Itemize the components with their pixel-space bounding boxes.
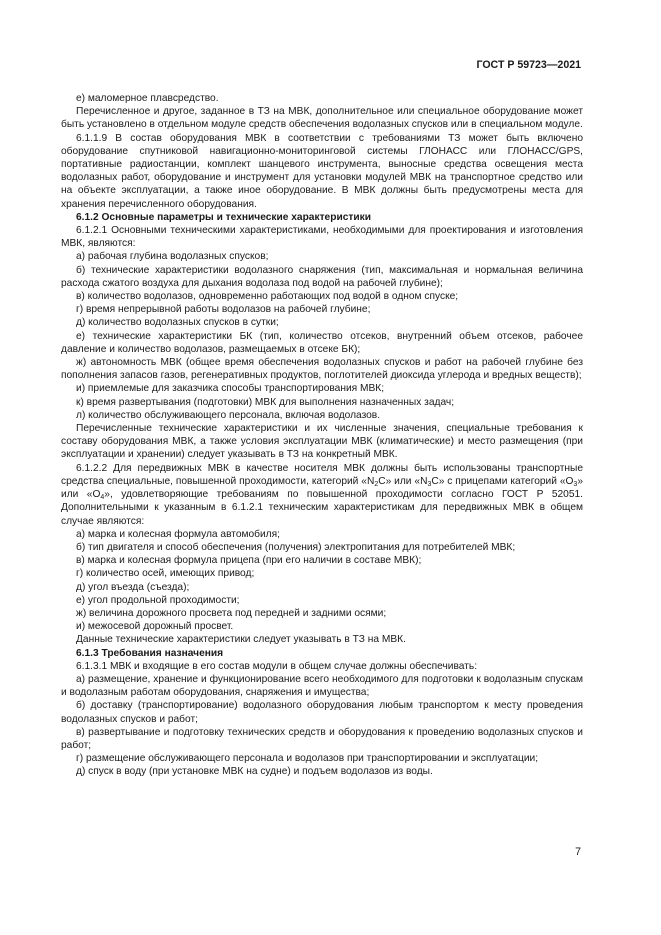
subscript: 3 [427,480,432,488]
paragraph: д) угол въезда (съезда); [76,581,190,593]
paragraph: а) марка и колесная формула автомобиля; [76,528,280,540]
paragraph: ж) автономность МВК (общее время обеспечения водолазных спусков и работ на рабочей глубине без пополнения запасов газов, регенеративных продуктов, поглотителей диоксида углерода и вредных веществ); [61,357,583,382]
text-run: » или «O [61,475,583,501]
paragraph: в) количество водолазов, одновременно работающих под водой в одном спуске; [76,291,459,303]
paragraph: в) развертывание и подготовку технических средств и оборудования к проведению водолазных спусков и работ; [61,726,583,751]
subscript: 4 [100,494,105,502]
paragraph: 6.1.2.1 Основными техническими характеристиками, необходимыми для проектирования и изготовления МВК, являются: [61,225,583,250]
text-run: С» с прицепами категорий «O [431,475,574,487]
paragraph: и) межосевой дорожный просвет. [76,621,234,633]
paragraph: д) количество водолазных спусков в сутки; [76,317,279,329]
paragraph: е) маломерное плавсредство. [76,93,219,104]
paragraph: 6.1.3.1 МВК и входящие в его состав модули в общем случае должны обеспечивать: [76,660,478,672]
paragraph: л) количество обслуживающего персонала, включая водолазов. [76,409,381,421]
section-heading: 6.1.2 Основные параметры и технические характеристики [76,211,371,223]
document-body [61,92,583,779]
paragraph: к) время развертывания (подготовки) МВК для выполнения назначенных задач; [76,396,455,408]
paragraph: а) рабочая глубина водолазных спусков; [76,251,269,263]
paragraph: а) размещение, хранение и функционирование всего необходимого для подготовки к водолазным спускам и водолазным работам оборудования, снаряжения и имущества; [61,673,583,699]
subscript: 3 [573,480,578,488]
paragraph: 6.1.1.9 В состав оборудования МВК в соответствии с требованиями ТЗ может быть включено оборудование спутниковой навигационно-мониторинговой системы ГЛОНАСС или ГЛОНАСС/GPS, портативные радиостанции, комплект шанцевого инструмента, выносные средства освещения места водолазных работ, оборудование и инструмент для установки модулей МВК на транспортное средство или на объекте эксплуатации, а также иное оборудование. В МВК должны быть предусмотрены места для хранения перечисленного оборудования. [61,132,583,210]
paragraph: г) размещение обслуживающего персонала и водолазов при транспортировании и эксплуатации; [76,753,539,765]
paragraph: д) спуск в воду (при установке МВК на судне) и подъем водолазов из воды. [76,766,433,778]
paragraph: в) марка и колесная формула прицепа (при его наличии в составе МВК); [76,555,422,567]
text-run: », удовлетворяющие требованиям по повышенной проходимости согласно ГОСТ Р 52051. Дополнительными к указанным в 6.1.2.1 техническим характеристикам для передвижных МВК в общем случае являются: [61,489,583,527]
subscript: 2 [374,480,379,488]
paragraph: и) приемлемые для заказчика способы транспортирования МВК; [76,383,385,395]
section-heading: 6.1.3 Требования назначения [76,647,224,659]
paragraph: ж) величина дорожного просвета под передней и задними осями; [76,607,387,619]
page-number: 7 [575,846,581,858]
paragraph: г) время непрерывной работы водолазов на рабочей глубине; [76,304,371,316]
paragraph: Данные технические характеристики следует указывать в ТЗ на МВК. [76,634,406,646]
paragraph: Перечисленное и другое, заданное в ТЗ на МВК, дополнительное или специальное оборудование может быть установлено в отдельном модуле средств обеспечения водолазных спусков или в специальном модуле. [61,106,583,131]
text-run: 6.1.2.2 Для передвижных МВК в качестве носителя МВК должны быть использованы транспортные средства специальные, повышенной проходимости, категорий «N [61,462,583,487]
paragraph: е) угол продольной проходимости; [76,594,240,606]
paragraph: б) доставку (транспортирование) водолазного оборудования любым транспортом к месту проведения водолазных спусков и работ; [61,700,583,725]
paragraph: Перечисленные технические характеристики и их численные значения, специальные требования к составу оборудования МВК, а также условия эксплуатации МВК (климатические) и место размещения (при эксплуатации и хранении) следует указывать в ТЗ на конкретный МВК. [61,423,583,461]
paragraph: г) количество осей, имеющих привод; [76,568,255,580]
paragraph [61,462,583,528]
standard-code-header: ГОСТ Р 59723—2021 [476,59,581,71]
paragraph: б) тип двигателя и способ обеспечения (получения) электропитания для потребителей МВК; [76,541,516,553]
paragraph: е) технические характеристики БК (тип, количество отсеков, внутренний объем отсеков, рабочее давление и количество водолазов, размещаемых в отсеке БК); [61,330,583,355]
text-run: С» или «N [378,475,428,487]
paragraph: б) технические характеристики водолазного снаряжения (тип, максимальная и нормальная величина расхода сжатого воздуха для дыхания водолаза под водой на рабочей глубине); [61,264,583,289]
